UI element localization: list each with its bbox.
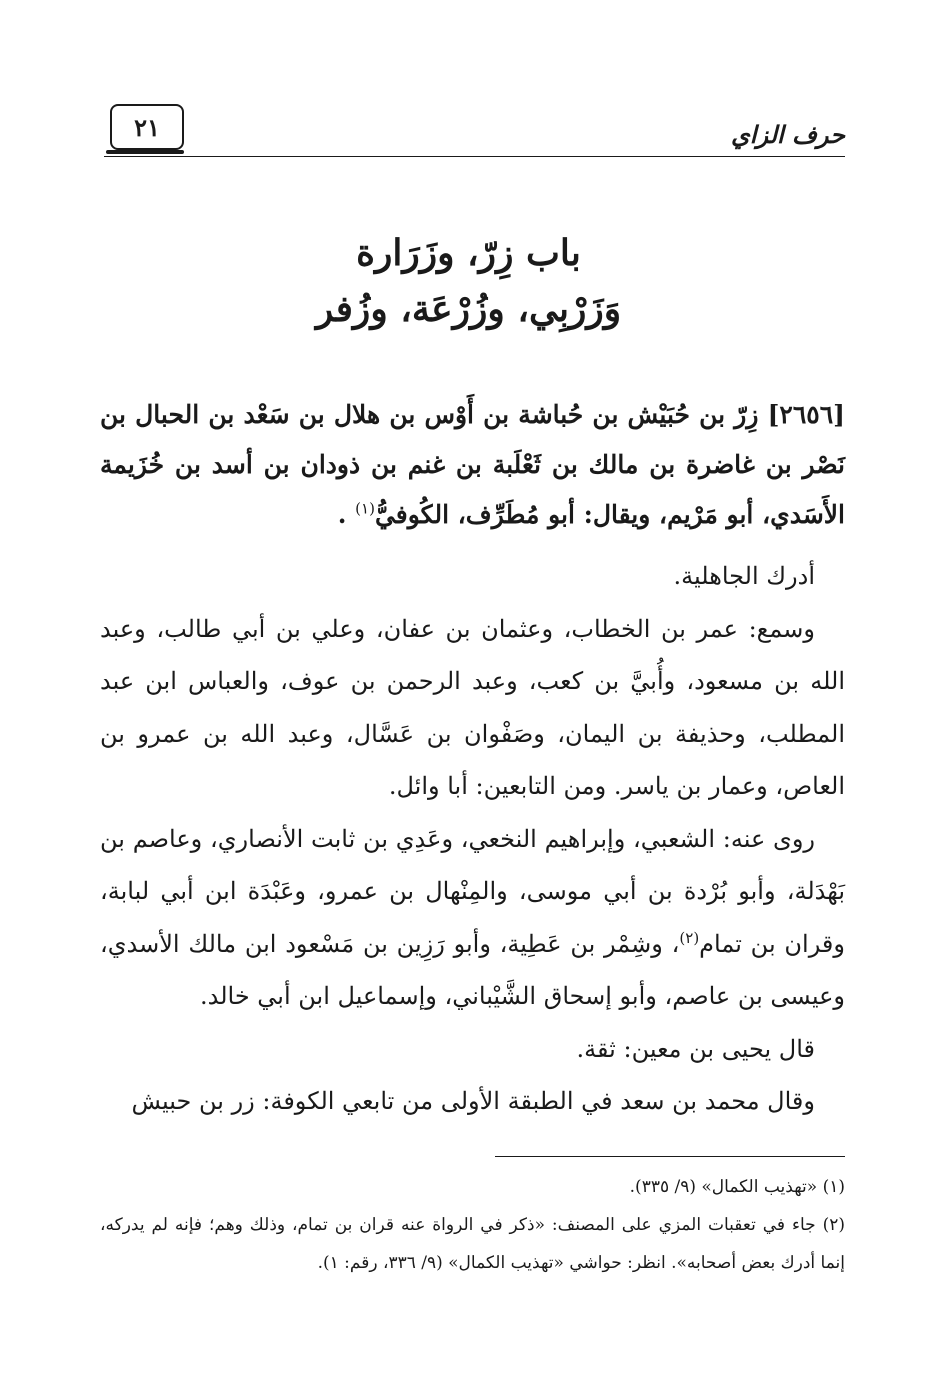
entry-body <box>100 550 845 1128</box>
page-number-text: ٢١ <box>134 112 160 142</box>
entry-end: . <box>337 500 347 529</box>
entry-heading <box>100 390 845 540</box>
paragraph-ibn-main: قال يحيى بن معين: ثقة. <box>576 1034 815 1063</box>
running-title: حرف الزاي <box>731 120 845 149</box>
entry-name: زِرّ بن حُبَيْش بن حُباشة بن أَوْس بن هلال بن سَعْد بن الحبال بن نَصْر بن غاضرة بن مالك بن ثَعْلَبة بن غنم بن ذودان بن أسد بن خُزَيمة الأَسَدي، أبو مَرْيم، ويقال: أبو مُطَرِّف، الكُوفيُّ <box>100 400 845 529</box>
paragraph-students <box>100 813 845 1023</box>
footnote-1: (١) «تهذيب الكمال» (٩/ ٣٣٥). <box>629 1177 845 1197</box>
footnote-rule <box>495 1156 845 1157</box>
students-text-1: روى عنه: الشعبي، وإبراهيم النخعي، وعَدِي بن ثابت الأنصاري، وعاصم بن بَهْدَلة، وأبو بُرْدة بن أبي موسى، والمِنْهال بن عمرو، وعَبْدَة ابن أبي لبابة، وقران بن تمام <box>100 824 845 958</box>
footnotes <box>100 1168 845 1282</box>
page-number <box>110 104 184 150</box>
students-text-2: ، وشِمْر بن عَطِية، وأبو رَزِين بن مَسْعود ابن مالك الأسدي، وعيسى بن عاصم، وأبو إسحاق الشَّيْباني، وإسماعيل ابن أبي خالد. <box>100 929 845 1010</box>
paragraph-teachers: وسمع: عمر بن الخطاب، وعثمان بن عفان، وعلي بن أبي طالب، وعبد الله بن مسعود، وأُبيَّ بن كعب، وعبد الرحمن بن عوف، والعباس ابن عبد المطلب، وحذيفة بن اليمان، وصَفْوان بن عَسَّال، وعبد الله بن عمرو بن العاص، وعمار بن ياسر. ومن التابعين: أبا وائل. <box>100 614 845 800</box>
paragraph-jahiliyya: أدرك الجاهلية. <box>673 562 815 590</box>
header-rule <box>104 156 845 157</box>
footnote-2: (٢) جاء في تعقبات المزي على المصنف: «ذكر في الرواة عنه قران بن تمام، وذلك وهم؛ فإنه لم يدركه، إنما أدرك بعض أصحابه». انظر: حواشي «تهذيب الكمال» (٩/ ٣٣٦، رقم: ١). <box>100 1215 845 1273</box>
chapter-title-line-1: باب زِرّ، وزَرَارة <box>356 232 581 274</box>
paragraph-ibn-saad: وقال محمد بن سعد في الطبقة الأولى من تابعي الكوفة: زر بن حبيش <box>131 1087 815 1115</box>
footnote-marker-1: (١) <box>355 499 375 518</box>
entry-number: [٢٦٥٦] <box>767 400 845 429</box>
chapter-title-line-2: وَزَرْبِي، وزُرْعَة، وزُفر <box>315 288 622 330</box>
footnote-marker-2: (٢) <box>679 928 700 947</box>
